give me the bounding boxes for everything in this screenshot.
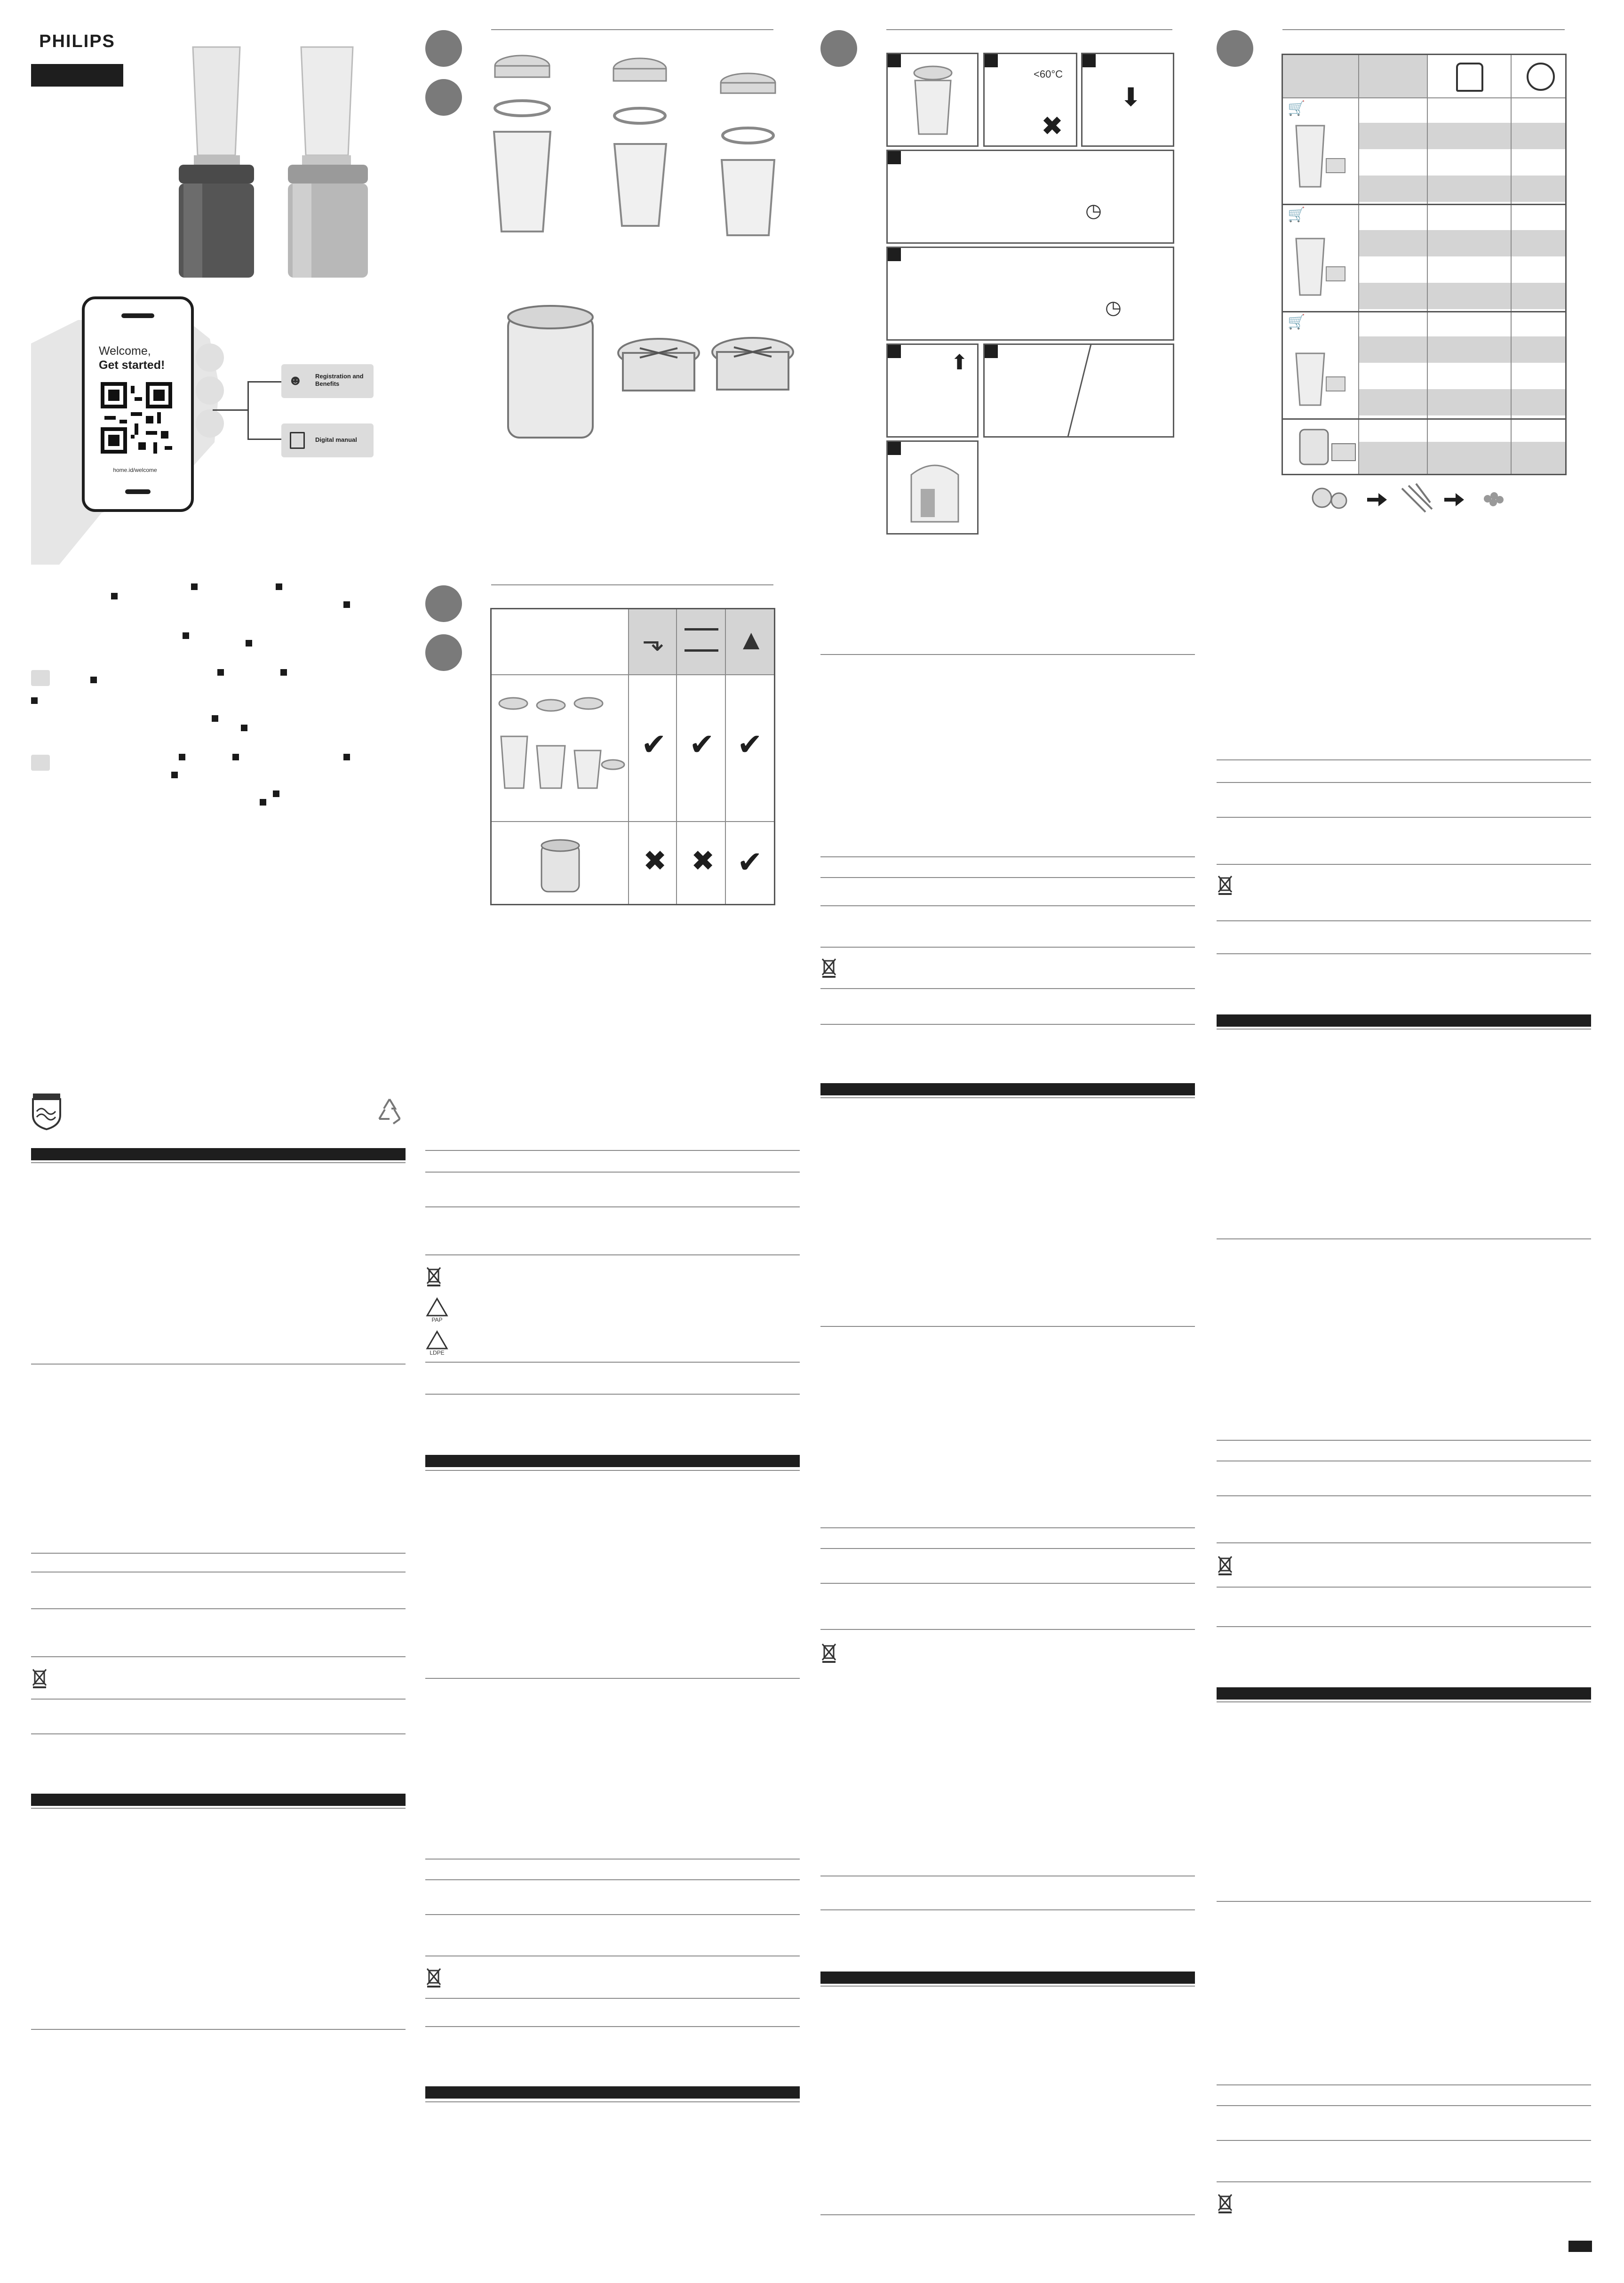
divider: [31, 1364, 406, 1365]
section-header-bar: [31, 1794, 406, 1806]
section-header-bar: [1217, 1687, 1591, 1700]
divider: [1217, 953, 1591, 954]
section-header-bar: [820, 1083, 1195, 1095]
divider: [1217, 920, 1591, 921]
divider: [425, 1394, 800, 1395]
registration-small-icon: [31, 670, 50, 686]
text-marker: [171, 772, 178, 778]
divider: [425, 1879, 800, 1880]
ingredients-process-illustration: [1308, 479, 1515, 519]
welcome-url[interactable]: home.id/welcome: [113, 467, 157, 473]
divider: [425, 1362, 800, 1363]
weight-icon: [1456, 63, 1483, 92]
divider: [1217, 2181, 1591, 2182]
grinder-icon: [1297, 425, 1358, 467]
divider: [1217, 1238, 1591, 1239]
text-marker: [343, 601, 350, 608]
divider: [425, 1678, 800, 1679]
pap-label: PAP: [431, 1317, 443, 1323]
divider: [1282, 29, 1565, 30]
divider: [425, 1172, 800, 1173]
connector-line: [213, 409, 247, 411]
brand-logo-text: PHILIPS: [31, 19, 123, 64]
welcome-greeting: Welcome,: [99, 344, 151, 358]
cloth-icon: ▲: [737, 624, 765, 655]
divider: [491, 584, 773, 585]
divider: [1217, 782, 1591, 783]
step-tag: [888, 151, 901, 164]
step-tag: [888, 248, 901, 261]
text-marker: [246, 640, 252, 647]
check-icon: ✔: [737, 845, 763, 879]
divider: [425, 1914, 800, 1915]
timer-icon: ◷: [1085, 200, 1102, 221]
check-icon: ✔: [641, 727, 667, 761]
tap-icon: ⬎: [642, 627, 664, 656]
cup-icon: [1291, 339, 1348, 410]
welcome-cta: Get started!: [99, 359, 165, 372]
text-marker: [183, 632, 189, 639]
cleaning-table: [490, 608, 775, 905]
text-marker: [241, 725, 247, 731]
text-marker: [179, 754, 185, 760]
recycle-icon: [374, 1096, 405, 1126]
phone-home-bar: [125, 489, 151, 494]
recipe-row-shade: [1358, 283, 1565, 309]
text-marker: [31, 697, 38, 704]
recipe-row-line: [1283, 204, 1565, 205]
cart-icon: 🛒: [1288, 207, 1306, 223]
weee-bin-icon: [425, 1967, 442, 1988]
divider: [820, 1097, 1195, 1098]
step-box-1: [886, 53, 979, 147]
text-marker: [273, 790, 279, 797]
ldpe-label: LDPE: [430, 1349, 445, 1356]
step-tag: [985, 54, 998, 67]
clock-icon: [1527, 63, 1555, 91]
phone-speaker: [121, 313, 154, 318]
divider: [1217, 1542, 1591, 1543]
weee-bin-icon: [1217, 2193, 1234, 2213]
recipe-row-shade: [1358, 123, 1565, 149]
cross-icon: ✖: [643, 845, 667, 877]
divider: [820, 1629, 1195, 1630]
weee-bin-icon: [820, 1642, 837, 1663]
people-icon: ☻: [288, 373, 303, 388]
recipe-row-line: [1283, 418, 1565, 420]
divider: [820, 947, 1195, 948]
step-box-2: [983, 53, 1077, 147]
recipe-row-shade: [1358, 230, 1565, 256]
manual-icon: [290, 432, 305, 449]
divider: [820, 1326, 1195, 1327]
divider: [820, 1986, 1195, 1987]
blender-product-images: [169, 42, 395, 287]
recipe-table: [1282, 54, 1567, 475]
phone: [82, 296, 194, 512]
backpack-icon: [902, 456, 968, 527]
divider: [820, 1527, 1195, 1528]
step-tag: [888, 345, 901, 358]
cup-icon: [1291, 229, 1348, 300]
digital-manual-option[interactable]: [281, 423, 374, 457]
cart-icon: 🛒: [1288, 314, 1306, 330]
parts-illustration: [494, 694, 626, 812]
divider: [1217, 1701, 1591, 1702]
connector-line: [247, 439, 281, 440]
recipe-row-line: [1283, 97, 1565, 98]
text-marker: [276, 583, 282, 590]
section-header-bar: [31, 1148, 406, 1160]
ldpe-recycle-icon: [425, 1330, 449, 1356]
divider: [1217, 1440, 1591, 1441]
unbox-icon: [425, 79, 462, 116]
table-row-line: [492, 821, 774, 822]
table-col-line: [725, 609, 726, 904]
cross-icon: ✖: [1041, 111, 1063, 141]
cups-and-lids-illustration: [485, 47, 795, 240]
divider: [1217, 1495, 1591, 1496]
divider: [1217, 759, 1591, 760]
step-tag: [888, 54, 901, 67]
weee-bin-icon: [1217, 1555, 1234, 1575]
divider: [31, 1608, 406, 1609]
recipe-row-shade: [1358, 442, 1565, 474]
divider: [1217, 817, 1591, 818]
connector-line: [247, 381, 249, 439]
divider: [820, 877, 1195, 878]
divider: [31, 2029, 406, 2030]
divider-diagonal: [1067, 345, 1091, 436]
text-marker: [90, 677, 97, 683]
recipe-row-line: [1283, 311, 1565, 312]
text-marker: [232, 754, 239, 760]
check-icon: ✔: [689, 727, 715, 761]
arrow-down-icon: ⬇: [1120, 83, 1142, 112]
text-marker: [343, 754, 350, 760]
manual-small-icon: [31, 755, 50, 771]
step-box-6: [886, 343, 979, 438]
divider: [1217, 864, 1591, 865]
weee-bin-icon: [1217, 874, 1234, 895]
recipe-col-line: [1358, 55, 1359, 474]
divider: [425, 2026, 800, 2027]
section-step-circle: [425, 30, 462, 67]
divider: [820, 654, 1195, 655]
recipe-row-shade: [1358, 389, 1565, 415]
timer-icon: ◷: [1105, 297, 1122, 318]
text-marker: [191, 583, 198, 590]
divider: [425, 2101, 800, 2102]
divider: [31, 1553, 406, 1554]
section-header-bar: [425, 2086, 800, 2099]
recipe-row-shade: [1358, 176, 1565, 202]
recipe-row-shade: [1358, 336, 1565, 363]
cart-icon: 🛒: [1288, 101, 1306, 116]
divider: [820, 988, 1195, 989]
divider: [886, 29, 1172, 30]
weee-bin-icon: [31, 1668, 48, 1688]
text-marker: [217, 669, 224, 676]
table-col-line: [628, 609, 629, 904]
divider: [1217, 2105, 1591, 2106]
temperature-note: <60°C: [1034, 68, 1063, 80]
cup-with-lid-icon: [909, 64, 956, 139]
section-header-bar: [425, 1455, 800, 1467]
page-number-tab: [1568, 2241, 1592, 2252]
section-step-circle: [1217, 30, 1253, 67]
step-tag: [985, 345, 998, 358]
recipe-col-line: [1511, 55, 1512, 474]
section-step-circle: [425, 585, 462, 622]
grinder-cup-illustration: [537, 835, 584, 896]
divider: [1217, 1587, 1591, 1588]
digital-manual-label: Digital manual: [315, 436, 357, 443]
step-tag: [888, 442, 901, 455]
text-marker: [280, 669, 287, 676]
divider: [31, 1162, 406, 1163]
divider: [820, 1583, 1195, 1584]
divider: [31, 1808, 406, 1809]
connector-line: [247, 381, 281, 383]
registration-label: Registration and Benefits: [315, 373, 364, 387]
table-col-line: [676, 609, 677, 904]
table-row-line: [492, 674, 774, 675]
divider: [425, 1470, 800, 1471]
divider: [820, 1024, 1195, 1025]
divider: [425, 1859, 800, 1860]
divider: [31, 1733, 406, 1734]
divider: [820, 1909, 1195, 1910]
divider: [1217, 1901, 1591, 1902]
tap-circle-icon: [425, 634, 462, 671]
pap-recycle-icon: [425, 1297, 449, 1323]
section-step-circle: [820, 30, 857, 67]
step-box-7: [983, 343, 1174, 438]
divider: [820, 856, 1195, 857]
step-box-5: [886, 247, 1174, 341]
grinder-and-blades-illustration: [503, 301, 804, 442]
divider: [31, 1572, 406, 1573]
divider: [425, 1254, 800, 1255]
brand-logo-tab: [31, 19, 123, 87]
divider: [1217, 2084, 1591, 2085]
step-box-4: [886, 150, 1174, 244]
step-box-3: [1081, 53, 1174, 147]
qr-code: [101, 382, 172, 454]
divider: [425, 1150, 800, 1151]
registration-option[interactable]: [281, 364, 374, 398]
divider: [425, 1998, 800, 1999]
divider: [1217, 1029, 1591, 1030]
section-header-bar: [820, 1972, 1195, 1984]
divider: [425, 1206, 800, 1207]
cup-icon: [1291, 121, 1348, 192]
divider: [491, 29, 773, 30]
cross-icon: ✖: [691, 845, 715, 877]
divider: [820, 1548, 1195, 1549]
section-header-bar: [1217, 1014, 1591, 1027]
text-marker: [212, 715, 218, 722]
philips-shield-icon: [31, 1093, 62, 1130]
divider: [1217, 1626, 1591, 1627]
text-marker: [111, 593, 118, 599]
weee-bin-icon: [425, 1266, 442, 1286]
divider: [820, 2214, 1195, 2215]
step-box-8: [886, 440, 979, 535]
step-tag: [1083, 54, 1096, 67]
arrow-up-icon: ⬆: [951, 351, 968, 374]
divider: [1217, 2140, 1591, 2141]
divider: [820, 905, 1195, 906]
divider: [31, 1699, 406, 1700]
check-icon: ✔: [737, 727, 763, 761]
divider: [31, 1656, 406, 1657]
weee-bin-icon: [820, 957, 837, 978]
recipe-col-line: [1427, 55, 1428, 474]
text-marker: [260, 799, 266, 806]
dishwasher-icon: [685, 628, 718, 652]
